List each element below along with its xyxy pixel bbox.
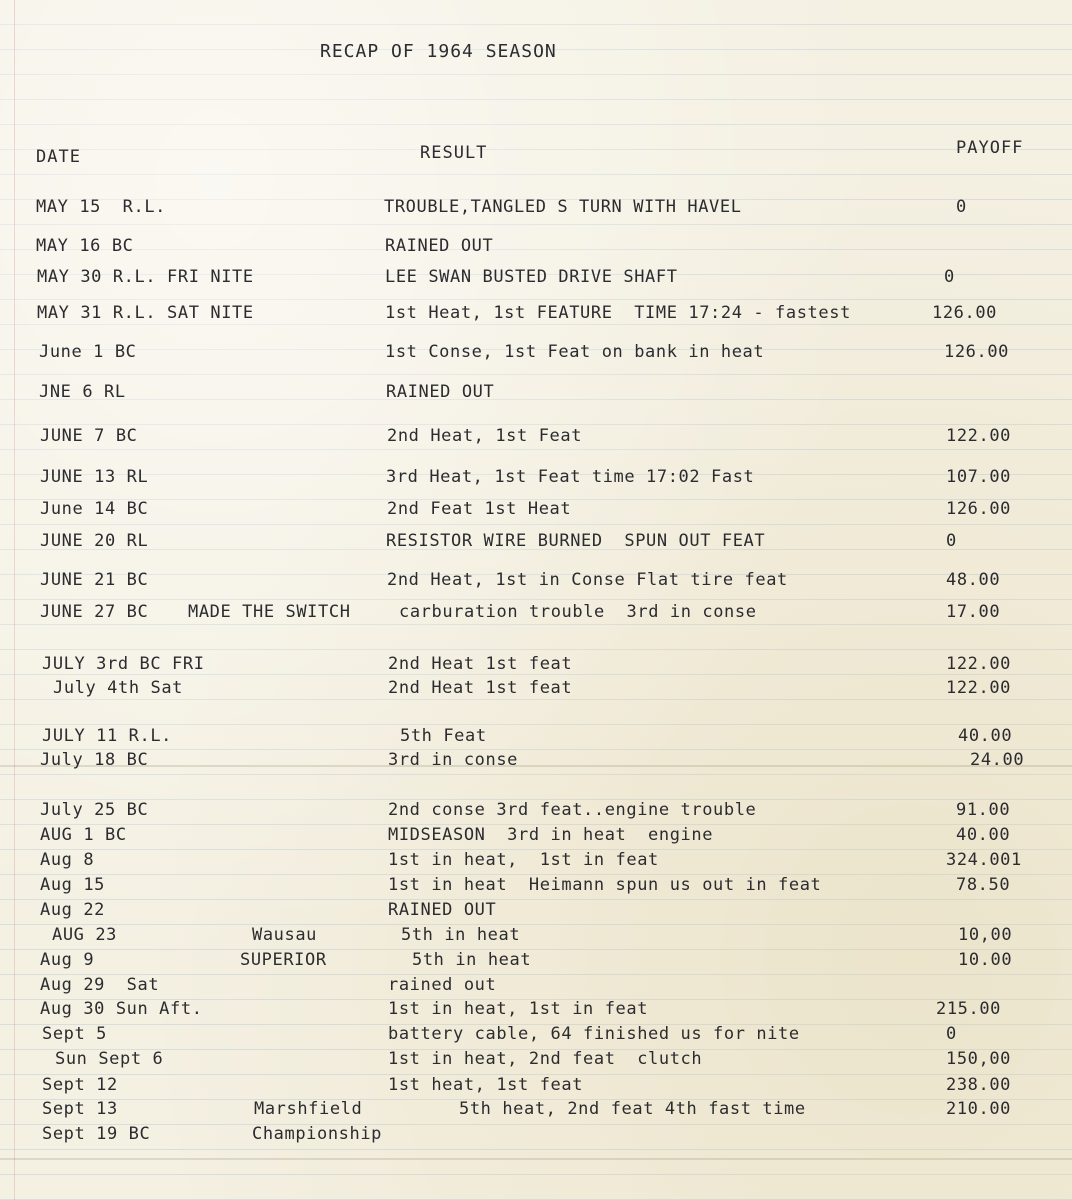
row-result: RAINED OUT bbox=[385, 236, 494, 256]
row-result: 2nd Heat, 1st in Conse Flat tire feat bbox=[387, 570, 788, 590]
row-result: rained out bbox=[388, 975, 497, 995]
row-result: 2nd Heat 1st feat bbox=[388, 654, 573, 674]
row-date: Sept 13 bbox=[42, 1099, 118, 1119]
row-payoff: 238.00 bbox=[946, 1075, 1012, 1095]
margin-line bbox=[14, 0, 15, 1200]
row-date: MAY 15 R.L. bbox=[36, 197, 167, 217]
row-payoff: 40.00 bbox=[958, 726, 1013, 746]
row-payoff: 91.00 bbox=[956, 800, 1011, 820]
paper-fold bbox=[0, 765, 1072, 767]
row-date: JUNE 27 BC bbox=[40, 602, 149, 622]
row-payoff: 324.001 bbox=[946, 850, 1022, 870]
row-note: MADE THE SWITCH bbox=[188, 602, 351, 622]
row-result: 2nd Heat, 1st Feat bbox=[387, 426, 583, 446]
row-result: LEE SWAN BUSTED DRIVE SHAFT bbox=[385, 267, 678, 287]
row-payoff: 0 bbox=[944, 267, 955, 287]
row-payoff: 0 bbox=[956, 197, 967, 217]
row-payoff: 17.00 bbox=[946, 602, 1001, 622]
row-result: 1st in heat Heimann spun us out in feat bbox=[388, 875, 822, 895]
row-date: July 18 BC bbox=[40, 750, 149, 770]
row-date: Aug 8 bbox=[40, 850, 95, 870]
row-result: 5th Feat bbox=[400, 726, 487, 746]
row-payoff: 78.50 bbox=[956, 875, 1011, 895]
row-result: 5th in heat bbox=[412, 950, 532, 970]
row-result: 2nd Heat 1st feat bbox=[388, 678, 573, 698]
row-date: MAY 31 R.L. SAT NITE bbox=[37, 303, 254, 323]
row-date: Aug 22 bbox=[40, 900, 106, 920]
row-date: AUG 1 BC bbox=[40, 825, 127, 845]
row-note: Wausau bbox=[252, 925, 318, 945]
row-payoff: 10,00 bbox=[958, 925, 1013, 945]
row-date: JULY 11 R.L. bbox=[42, 726, 173, 746]
row-result: battery cable, 64 finished us for nite bbox=[388, 1024, 800, 1044]
row-payoff: 126.00 bbox=[944, 342, 1010, 362]
row-date: Aug 15 bbox=[40, 875, 106, 895]
row-result: RAINED OUT bbox=[386, 382, 495, 402]
row-result: RAINED OUT bbox=[388, 900, 497, 920]
row-payoff: 0 bbox=[946, 531, 957, 551]
row-date: June 14 BC bbox=[40, 499, 149, 519]
row-note: SUPERIOR bbox=[240, 950, 327, 970]
row-date: JUNE 13 RL bbox=[40, 467, 149, 487]
row-result: 2nd Feat 1st Heat bbox=[387, 499, 572, 519]
row-note: Marshfield bbox=[254, 1099, 363, 1119]
row-date: JUNE 7 BC bbox=[40, 426, 138, 446]
row-result: 3rd Heat, 1st Feat time 17:02 Fast bbox=[386, 467, 755, 487]
row-payoff: 126.00 bbox=[932, 303, 998, 323]
row-payoff: 48.00 bbox=[946, 570, 1001, 590]
row-result: 1st in heat, 2nd feat clutch bbox=[388, 1049, 703, 1069]
row-result: 1st in heat, 1st in feat bbox=[388, 999, 649, 1019]
header-payoff: PAYOFF bbox=[956, 138, 1024, 158]
row-date: JUNE 20 RL bbox=[40, 531, 149, 551]
row-result: MIDSEASON 3rd in heat engine bbox=[388, 825, 714, 845]
row-payoff: 150,00 bbox=[946, 1049, 1012, 1069]
header-result: RESULT bbox=[420, 143, 488, 163]
row-result: 2nd conse 3rd feat..engine trouble bbox=[388, 800, 757, 820]
header-date: DATE bbox=[36, 147, 81, 167]
row-payoff: 10.00 bbox=[958, 950, 1013, 970]
row-date: July 25 BC bbox=[40, 800, 149, 820]
row-payoff: 122.00 bbox=[946, 426, 1012, 446]
document-title: RECAP OF 1964 SEASON bbox=[320, 41, 557, 62]
row-payoff: 215.00 bbox=[936, 999, 1002, 1019]
row-date: MAY 16 BC bbox=[36, 236, 134, 256]
row-result: RESISTOR WIRE BURNED SPUN OUT FEAT bbox=[386, 531, 766, 551]
row-date: June 1 BC bbox=[39, 342, 137, 362]
row-result: TROUBLE,TANGLED S TURN WITH HAVEL bbox=[384, 197, 742, 217]
row-date: Sun Sept 6 bbox=[55, 1049, 164, 1069]
row-date: Sept 19 BC bbox=[42, 1124, 151, 1144]
row-payoff: 24.00 bbox=[970, 750, 1025, 770]
row-date: Aug 9 bbox=[40, 950, 95, 970]
row-result: 1st heat, 1st feat bbox=[388, 1075, 584, 1095]
row-payoff: 122.00 bbox=[946, 678, 1012, 698]
row-date: July 4th Sat bbox=[53, 678, 184, 698]
row-payoff: 107.00 bbox=[946, 467, 1012, 487]
row-result: 1st in heat, 1st in feat bbox=[388, 850, 659, 870]
row-result: 1st Conse, 1st Feat on bank in heat bbox=[385, 342, 765, 362]
paper-fold bbox=[0, 1158, 1072, 1160]
row-payoff: 210.00 bbox=[946, 1099, 1012, 1119]
row-date: AUG 23 bbox=[52, 925, 118, 945]
row-date: JUNE 21 BC bbox=[40, 570, 149, 590]
row-date: MAY 30 R.L. FRI NITE bbox=[37, 267, 254, 287]
row-result: 5th in heat bbox=[401, 925, 521, 945]
row-payoff: 0 bbox=[946, 1024, 957, 1044]
row-date: Sept 12 bbox=[42, 1075, 118, 1095]
row-note: Championship bbox=[252, 1124, 383, 1144]
row-date: JULY 3rd BC FRI bbox=[42, 654, 205, 674]
row-date: Aug 29 Sat bbox=[40, 975, 160, 995]
row-result: carburation trouble 3rd in conse bbox=[399, 602, 757, 622]
row-payoff: 122.00 bbox=[946, 654, 1012, 674]
row-payoff: 126.00 bbox=[946, 499, 1012, 519]
row-result: 5th heat, 2nd feat 4th fast time bbox=[459, 1099, 806, 1119]
row-payoff: 40.00 bbox=[956, 825, 1011, 845]
row-date: JNE 6 RL bbox=[39, 382, 126, 402]
row-date: Aug 30 Sun Aft. bbox=[40, 999, 203, 1019]
row-result: 3rd in conse bbox=[388, 750, 519, 770]
row-result: 1st Heat, 1st FEATURE TIME 17:24 - fastest bbox=[385, 303, 851, 323]
row-date: Sept 5 bbox=[42, 1024, 108, 1044]
